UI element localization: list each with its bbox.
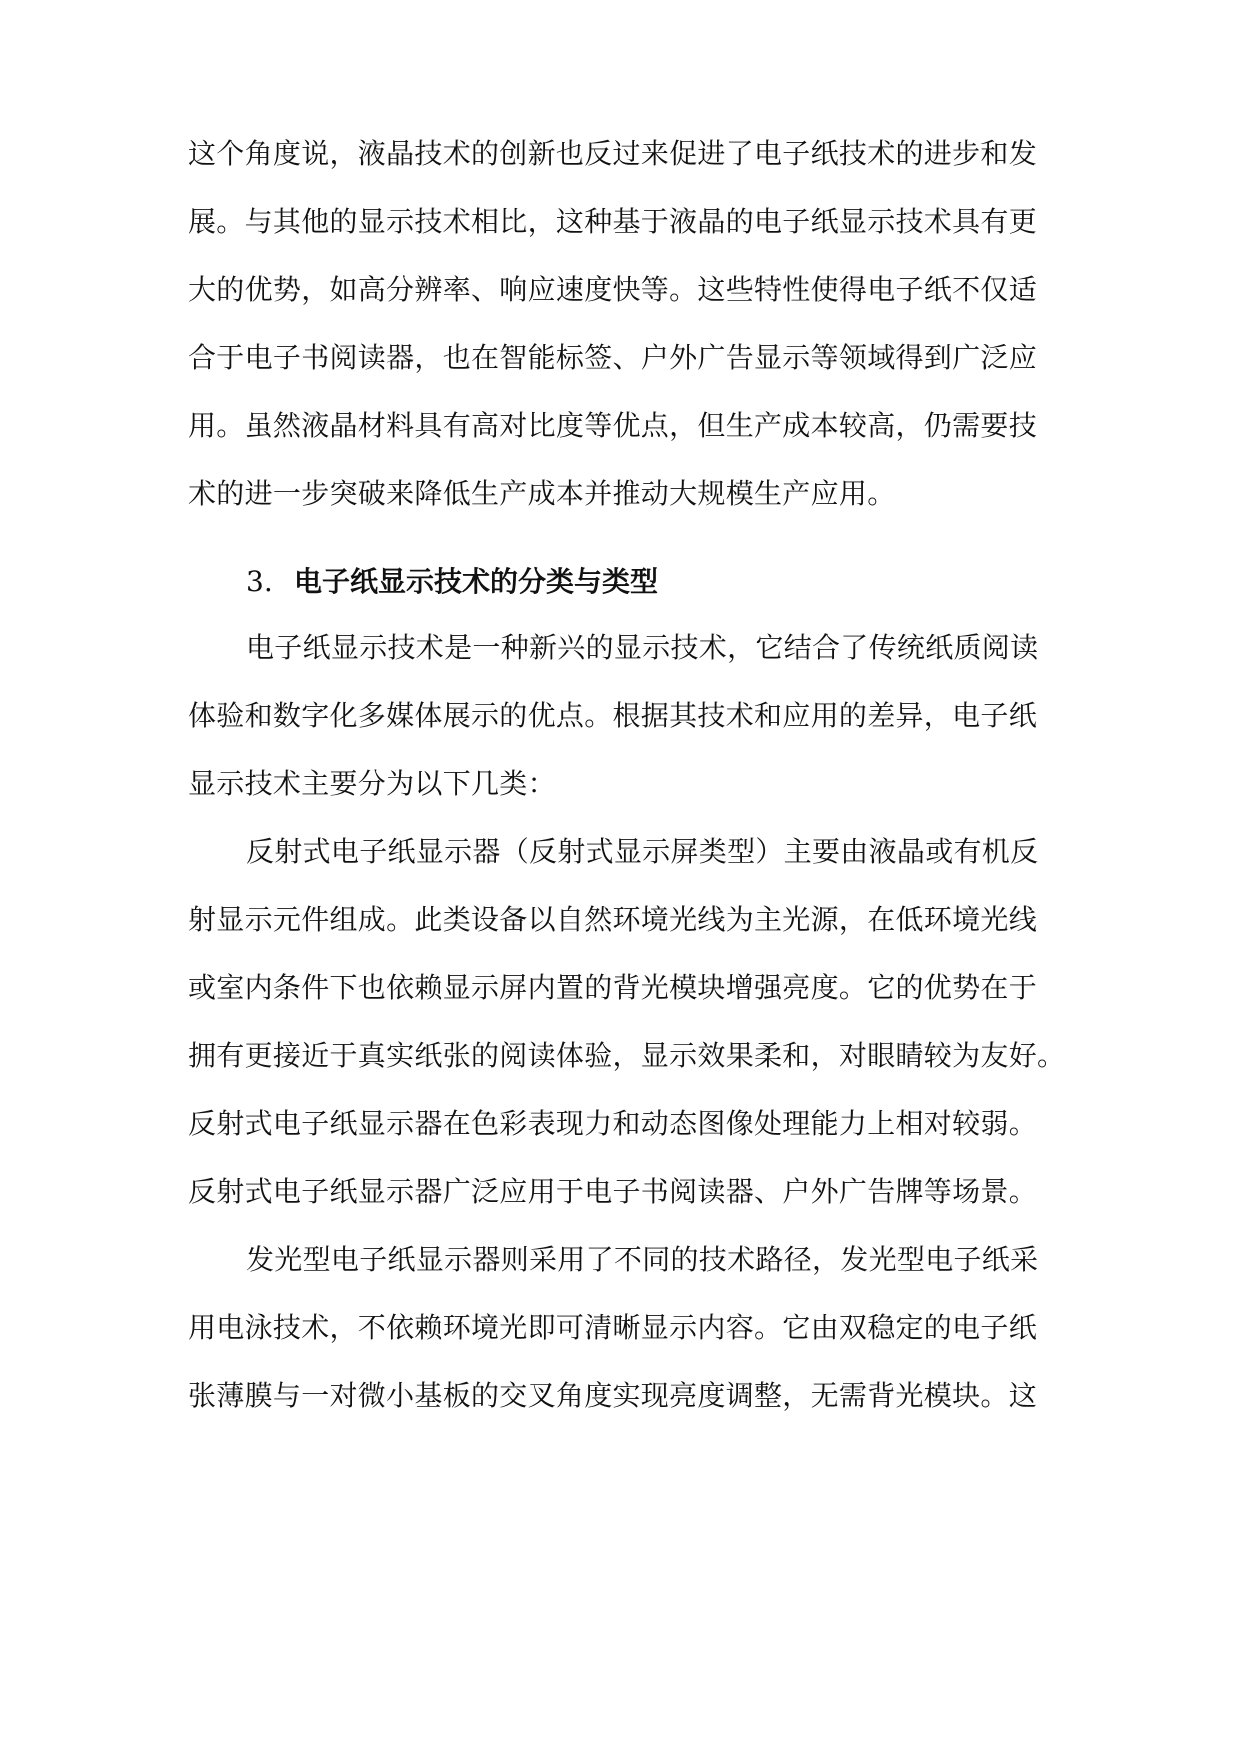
paragraph-line: 展。与其他的显示技术相比，这种基于液晶的电子纸显示技术具有更 <box>188 205 1038 238</box>
paragraph-line: 电子纸显示技术是一种新兴的显示技术，它结合了传统纸质阅读 <box>246 631 1039 664</box>
paragraph-line: 大的优势，如高分辨率、响应速度快等。这些特性使得电子纸不仅适 <box>188 273 1038 306</box>
paragraph-line: 用电泳技术，不依赖环境光即可清晰显示内容。它由双稳定的电子纸 <box>188 1311 1038 1344</box>
paragraph-line: 或室内条件下也依赖显示屏内置的背光模块增强亮度。它的优势在于 <box>188 971 1038 1004</box>
paragraph-line: 术的进一步突破来降低生产成本并推动大规模生产应用。 <box>188 477 896 510</box>
paragraph-line: 合于电子书阅读器，也在智能标签、户外广告显示等领域得到广泛应 <box>188 341 1038 374</box>
paragraph-line: 射显示元件组成。此类设备以自然环境光线为主光源，在低环境光线 <box>188 903 1038 936</box>
paragraph-line: 拥有更接近于真实纸张的阅读体验，显示效果柔和，对眼睛较为友好。 <box>188 1039 1066 1072</box>
paragraph-line: 体验和数字化多媒体展示的优点。根据其技术和应用的差异，电子纸 <box>188 699 1038 732</box>
paragraph-line: 发光型电子纸显示器则采用了不同的技术路径，发光型电子纸采 <box>246 1243 1039 1276</box>
paragraph-line: 张薄膜与一对微小基板的交叉角度实现亮度调整，无需背光模块。这 <box>188 1379 1038 1412</box>
paragraph-line: 这个角度说，液晶技术的创新也反过来促进了电子纸技术的进步和发 <box>188 137 1038 170</box>
paragraph-line: 用。虽然液晶材料具有高对比度等优点，但生产成本较高，仍需要技 <box>188 409 1038 442</box>
section-number: 3. <box>246 565 273 598</box>
paragraph-line: 反射式电子纸显示器广泛应用于电子书阅读器、户外广告牌等场景。 <box>188 1175 1038 1208</box>
section-heading <box>246 562 1068 602</box>
paragraph-line: 显示技术主要分为以下几类： <box>188 767 556 800</box>
paragraph-line: 反射式电子纸显示器在色彩表现力和动态图像处理能力上相对较弱。 <box>188 1107 1038 1140</box>
section-title: 电子纸显示技术的分类与类型 <box>294 565 659 598</box>
paragraph-line: 反射式电子纸显示器（反射式显示屏类型）主要由液晶或有机反 <box>246 835 1039 868</box>
